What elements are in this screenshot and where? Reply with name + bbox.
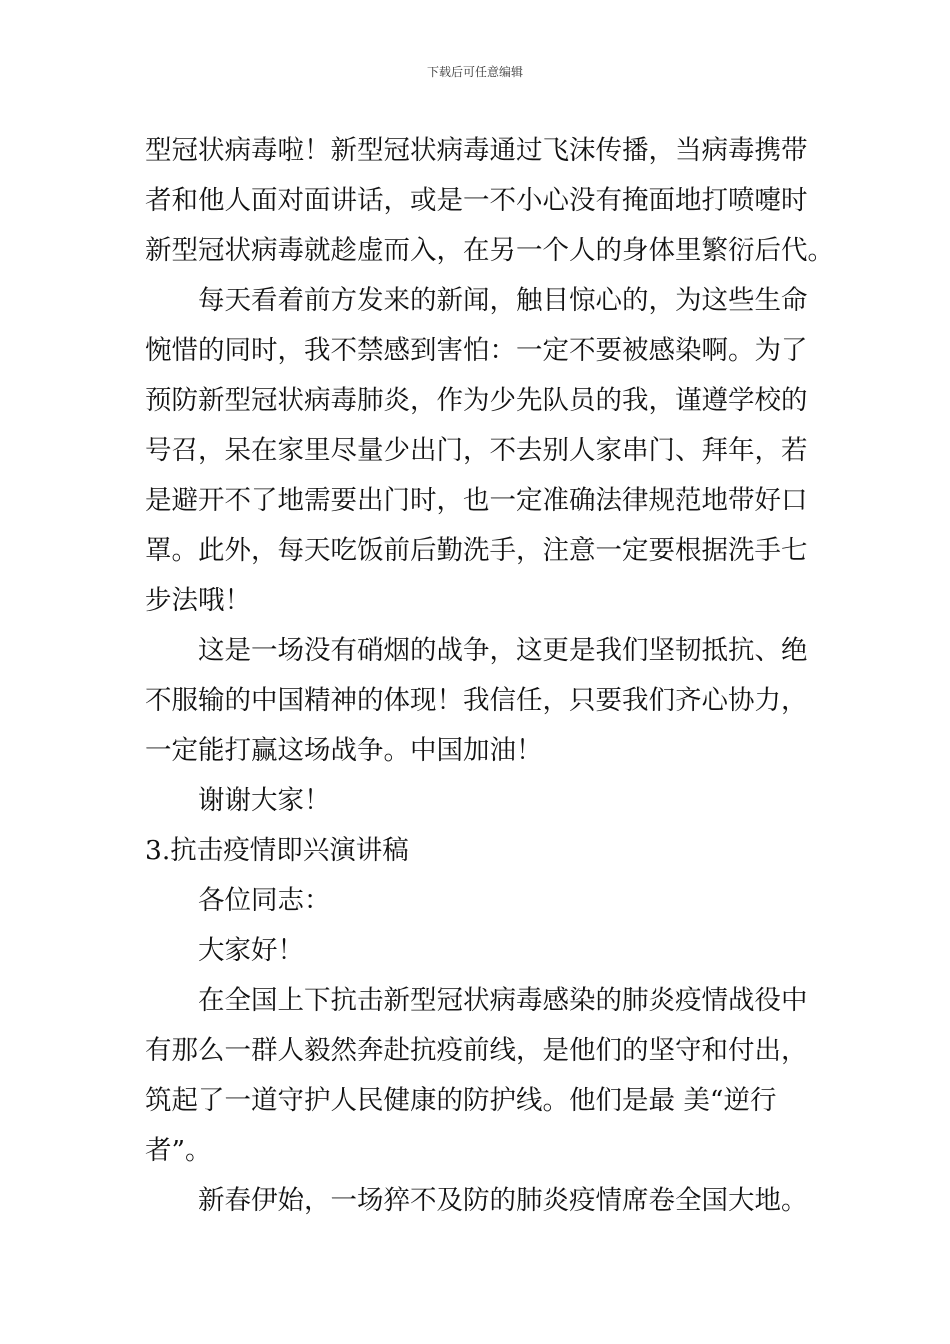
text-line: 不服输的中国精神的体现！我信任，只要我们齐心协力，	[145, 685, 808, 716]
text-line: 号召，呆在家里尽量少出门，不去别人家串门、拜年，若	[145, 435, 808, 466]
text-line: 者和他人面对面讲话，或是一不小心没有掩面地打喷嚏时	[145, 185, 808, 216]
text-line: 每天看着前方发来的新闻，触目惊心的，为这些生命	[198, 285, 808, 316]
text-line: 型冠状病毒啦！新型冠状病毒通过飞沫传播，当病毒携带	[145, 135, 808, 166]
text-line: 罩。此外，每天吃饭前后勤洗手，注意一定要根据洗手七	[145, 535, 808, 566]
text-line: 在全国上下抗击新型冠状病毒感染的肺炎疫情战役中	[198, 985, 808, 1016]
text-line: 步法哦！	[145, 585, 251, 616]
document-body	[145, 126, 834, 1226]
text-line: 筑起了一道守护人民健康的防护线。他们是最 美“逆行	[145, 1085, 777, 1116]
section-heading: 3.抗击疫情即兴演讲稿	[145, 835, 409, 866]
text-line: 新型冠状病毒就趁虚而入，在另一个人的身体里繁衍后代。	[145, 235, 834, 266]
greeting-line: 大家好！	[198, 935, 304, 966]
text-line: 是避开不了地需要出门时，也一定准确法律规范地带好口	[145, 485, 808, 516]
text-line: 有那么一群人毅然奔赴抗疫前线，是他们的坚守和付出，	[145, 1035, 808, 1066]
salutation-line: 各位同志：	[198, 885, 331, 916]
page-header-note: 下载后可任意编辑	[426, 65, 523, 79]
text-line: 一定能打赢这场战争。中国加油！	[145, 735, 543, 766]
text-line: 惋惜的同时，我不禁感到害怕：一定不要被感染啊。为了	[145, 335, 808, 366]
text-line: 谢谢大家！	[198, 785, 331, 816]
text-line: 新春伊始，一场猝不及防的肺炎疫情席卷全国大地。	[198, 1185, 808, 1216]
text-line: 者”。	[145, 1135, 212, 1166]
text-line: 这是一场没有硝烟的战争，这更是我们坚韧抵抗、绝	[198, 635, 808, 666]
text-line: 预防新型冠状病毒肺炎，作为少先队员的我，谨遵学校的	[145, 385, 808, 416]
